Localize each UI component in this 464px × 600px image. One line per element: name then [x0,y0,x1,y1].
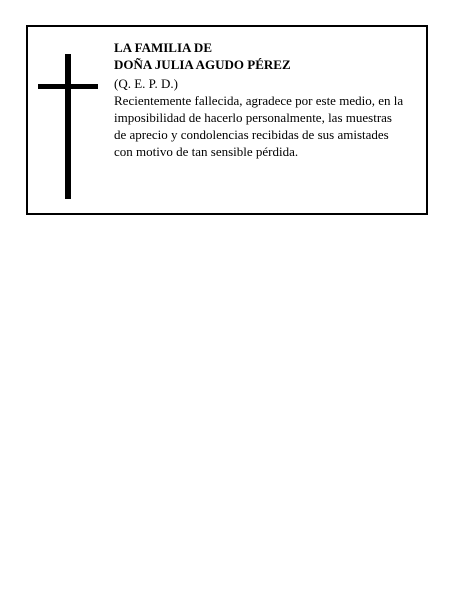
acknowledgement-text [114,92,424,160]
heading-family: LA FAMILIA DE [114,40,212,55]
cross-vertical-bar [65,54,71,199]
acknowledgement-line: de aprecio y condolencias recibidas de sus amistades [114,127,389,142]
acknowledgement-line: con motivo de tan sensible pérdida. [114,144,299,159]
obituary-notice [26,25,428,215]
acknowledgement-line: imposibilidad de hacerlo personalmente, las muestras [114,110,392,125]
rest-in-peace-abbreviation: (Q. E. P. D.) [114,76,178,91]
latin-cross-icon [38,54,98,199]
acknowledgement-line: Recientemente fallecida, agradece por este medio, en la [114,93,404,108]
notice-text [114,39,424,160]
cross-horizontal-bar [38,84,98,89]
heading-deceased-name: DOÑA JULIA AGUDO PÉREZ [114,57,291,72]
